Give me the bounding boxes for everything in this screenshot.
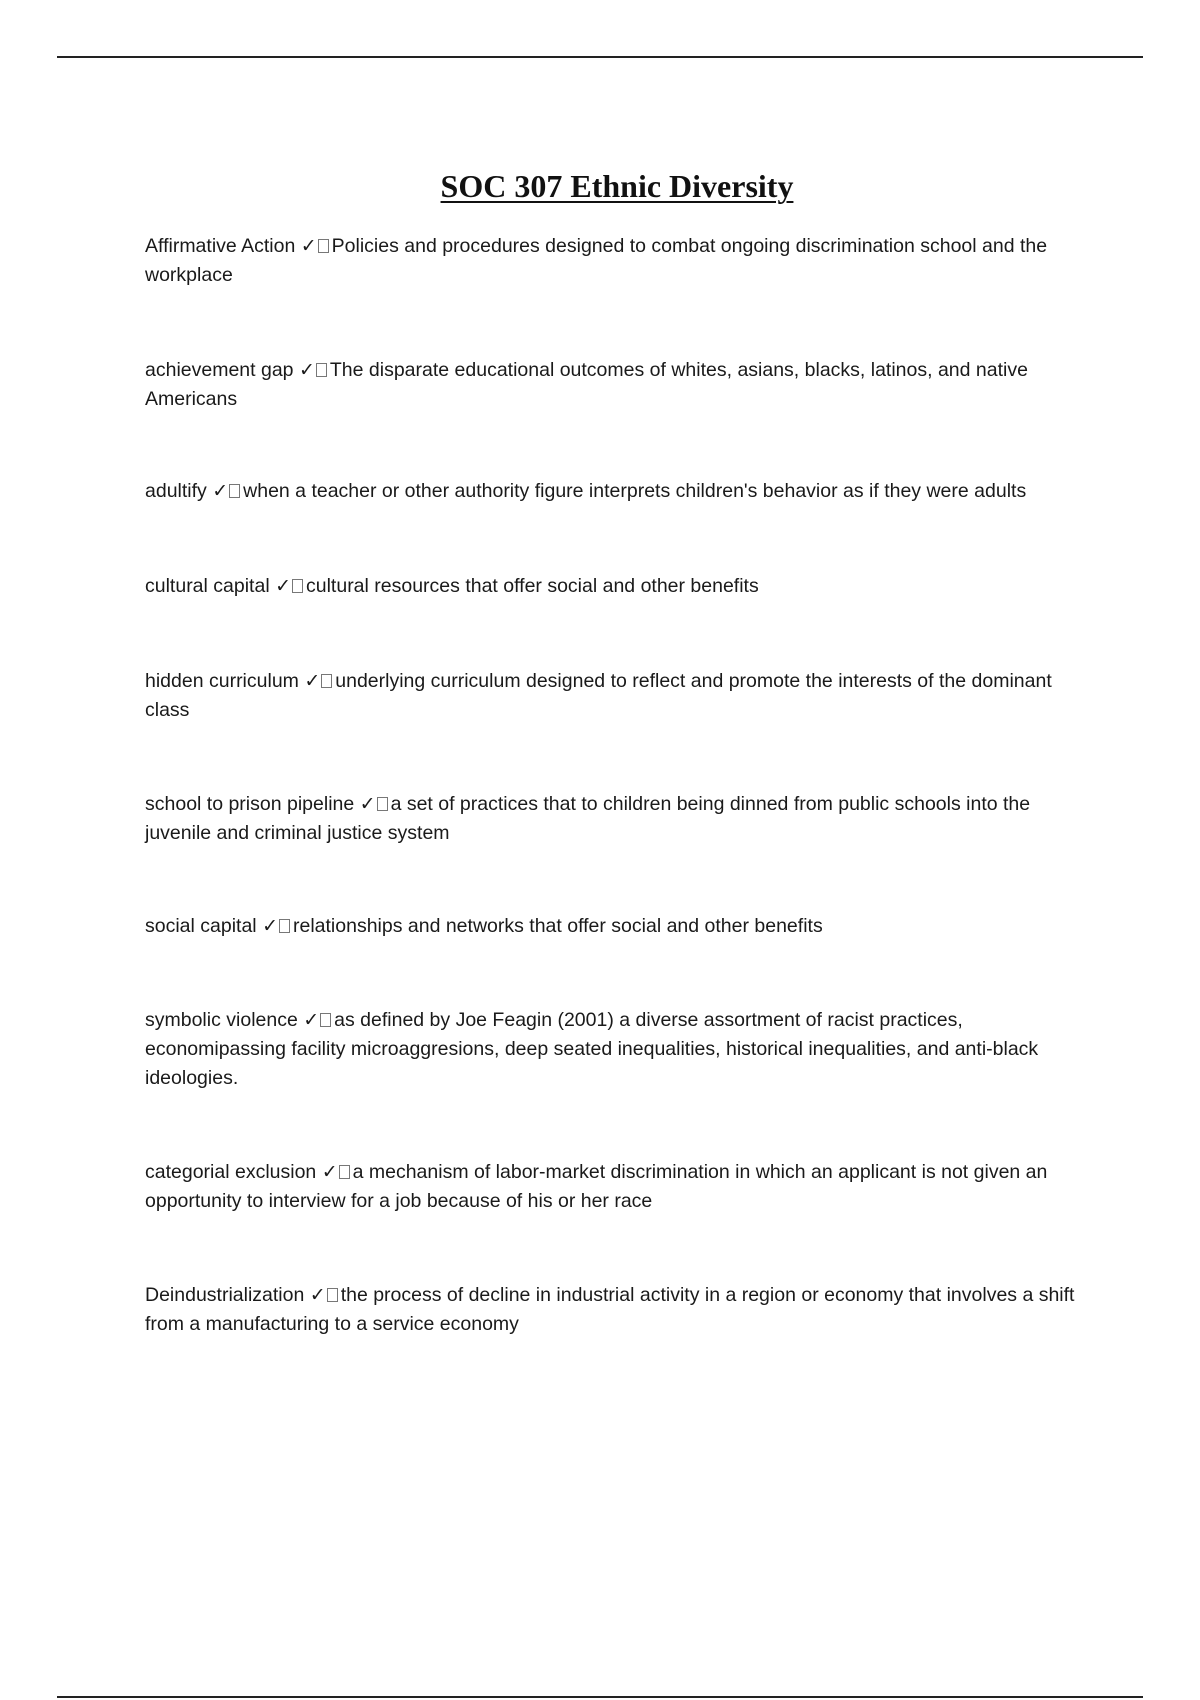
placeholder-box-icon <box>316 363 327 377</box>
checkmark-icon: ✓ <box>212 480 229 502</box>
entry-definition: the process of decline in industrial activity in a region or economy that involves a shift from a manufacturing to a service economy <box>145 1284 1075 1335</box>
bottom-rule <box>57 1696 1143 1698</box>
entry-term: social capital <box>145 915 257 937</box>
checkmark-icon: ✓ <box>262 915 278 937</box>
placeholder-box-icon <box>377 797 388 811</box>
list-item <box>145 1006 1095 1093</box>
list-item <box>145 572 1095 601</box>
entry-term: cultural capital <box>145 575 270 597</box>
entry-term: categorial exclusion <box>145 1161 317 1183</box>
checkmark-icon: ✓ <box>300 235 317 257</box>
entry-term: school to prison pipeline <box>145 793 355 815</box>
list-item <box>145 232 1095 290</box>
list-item <box>145 790 1095 848</box>
checkmark-icon: ✓ <box>298 359 315 381</box>
entry-definition: cultural resources that offer social and other benefits <box>306 575 759 597</box>
checkmark-icon: ✓ <box>309 1284 326 1306</box>
list-item <box>145 356 1095 414</box>
entry-definition: when a teacher or other authority figure interprets children's behavior as if they were adults <box>243 480 1027 502</box>
placeholder-box-icon <box>292 579 303 593</box>
list-item <box>145 912 1095 941</box>
placeholder-box-icon <box>339 1165 350 1179</box>
entry-term: adultify <box>145 480 207 502</box>
entry-term: symbolic violence <box>145 1009 298 1031</box>
entry-definition: relationships and networks that offer social and other benefits <box>292 915 823 937</box>
list-item <box>145 667 1095 725</box>
placeholder-box-icon <box>318 239 329 253</box>
top-rule <box>57 56 1143 58</box>
entry-term: Affirmative Action <box>145 235 296 257</box>
entry-definition: underlying curriculum designed to reflect and promote the interests of the dominant class <box>145 670 1052 721</box>
entry-term: Deindustrialization <box>145 1284 305 1306</box>
checkmark-icon: ✓ <box>359 793 376 815</box>
entry-definition: a set of practices that to children being dinned from public schools into the juvenile and criminal justice system <box>145 793 1031 844</box>
entry-term: hidden curriculum <box>145 670 299 692</box>
entry-definition: as defined by Joe Feagin (2001) a diverse assortment of racist practices, economipassing facility microaggresions, deep seated inequalities, historical inequalities, and anti-black ideologies. <box>145 1009 1039 1089</box>
entry-definition: Policies and procedures designed to combat ongoing discrimination school and the workplace <box>145 235 1048 286</box>
placeholder-box-icon <box>321 674 332 688</box>
entry-term: achievement gap <box>145 359 294 381</box>
entry-definition: The disparate educational outcomes of whites, asians, blacks, latinos, and native Americans <box>145 359 1028 410</box>
placeholder-box-icon <box>229 484 240 498</box>
checkmark-icon: ✓ <box>321 1161 338 1183</box>
list-item <box>145 1281 1095 1339</box>
list-item <box>145 1158 1095 1216</box>
placeholder-box-icon <box>327 1288 338 1302</box>
checkmark-icon: ✓ <box>303 1009 320 1031</box>
checkmark-icon: ✓ <box>275 575 291 597</box>
checkmark-icon: ✓ <box>304 670 321 692</box>
placeholder-box-icon <box>320 1013 331 1027</box>
page-title: SOC 307 Ethnic Diversity <box>440 168 794 204</box>
entry-definition: a mechanism of labor-market discrimination in which an applicant is not given an opportunity to interview for a job because of his or her race <box>145 1161 1048 1212</box>
placeholder-box-icon <box>279 919 290 933</box>
list-item <box>145 477 1095 506</box>
